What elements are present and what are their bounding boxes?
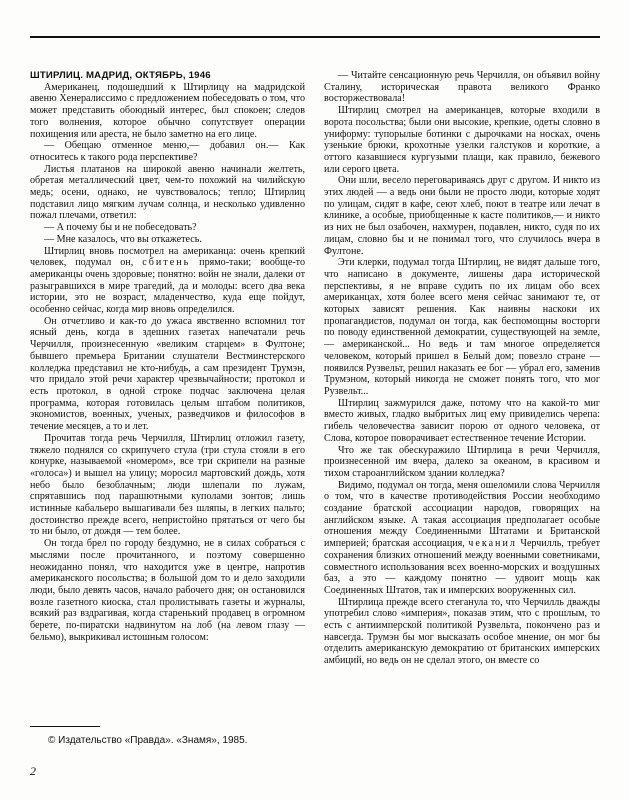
paragraph: — А почему бы и не побеседовать? (44, 222, 197, 234)
paragraph: — Обещаю отменное меню,— добавил он.— Как относитесь к такого рода перспективе? (30, 140, 305, 163)
left-column-body (30, 82, 305, 644)
paragraph: Эти клерки, подумал тогда Штирлиц, не видят дальше того, что написано в документе, лишены дара исторической перспективы, я не вправе судить по их лицам обо всех американцах, хотя более всего меня сейчас занимают те, от которых зависят решения. Как наивны наскоки их пропагандистов, подумал он тогда, как беспомощны восторги по поводу единственной демократии, существующей на земле,— американской... Но ведь и там многое определяется человеком, который пришел в Белый дом; повезло стране — появился Рузвельт, решил наказать ее бог — убрал его, заменив Трумэном, который никогда не сможет понять того, что мог Рузвельт... (324, 257, 600, 397)
paragraph: Штирлиц смотрел на американцев, которые входили в ворота посольства; были они высокие, крепкие, одеты словно в униформу: тупорылые ботинки с дырочками на носках, очень узенькие брюки, крохотные узелки галстуков и короткие, а оттого казавшиеся кургузыми плащи, как правило, бежевого или серого цвета. (324, 105, 600, 175)
paragraph: Штирлиц зажмурился даже, потому что на какой-то миг вместо живых, гладко выбритых лиц ему привиделись черепа: гибель человечества зависит порою от одного человека, от Слова, которое поворачивает естественное течение Истории. (324, 397, 600, 444)
paragraph: Видимо, подумал он тогда, меня ошеломили слова Черчилля о том, что в качестве противодействия России необходимо создание братской ассоциации народов, говорящих на английском языке. А такая ассоциация предполагает особые отношения между Соединенными Штатами и Британской империей; братская ассоциация, чеканил Черчилль, требует сохранения близких отношений между военными советниками, совместного использования всех военно-морских и воздушных баз, а это — каждому понятно — удвоит мощь как Соединенных Штатов, так и имперских вооруженных сил. (324, 479, 600, 596)
paragraph: — Читайте сенсационную речь Черчилля, он объявил войну Сталину, историческая правота великого Франко восторжествовала! (324, 70, 600, 105)
paragraph: Что же так обескуражило Штирлица в речи Черчилля, произнесенной им вчера, далеко за океаном, в красивом и тихом староанглийском здании колледжа? (324, 444, 600, 479)
paragraph: Американец, подошедший к Штирлицу на мадридской авеню Хенералиссимо с предложением побеседовать о том, что может представить обоюдный интерес, был спокоен; следов того волнения, которое обычно сопутствует операции похищения или ареста, не было заметно на его лице. (30, 81, 305, 140)
chapter-heading: ШТИРЛИЦ. МАДРИД, ОКТЯБРЬ, 1946 (30, 70, 211, 81)
paragraph: Он отчетливо и как-то до ужаса явственно вспомнил тот ясный день, когда в здешних газетах напечатали речь Черчилля, произнесенную «великим старцем» в Фултоне; бывшего премьера Британии слушатели Вестминстерского колледжа представил не кто-нибудь, а сам президент Трумэн, что придало этой речи характер чрезвычайности; протокол и есть протокол, в одной строке подчас заключена целая программа, которая готовилась целым штабом политиков, экономистов, военных, ученых, разведчиков и философов в течение месяцев, а то и лет. (30, 315, 305, 433)
paragraph: Они шли, весело переговариваясь друг с другом. И никто из этих людей — а ведь они были не просто люди, которые ходят по улицам, сидят в кафе, сеют хлеб, поют в театре или лечат в клинике, а особые, приобщенные к касте политиков,— и никто из них не был озабочен, нахмурен, подавлен, никто, судя по их лицам, словно бы и не понимал того, что случилось вчера в Фултоне. (324, 175, 600, 257)
paragraph: Штирлица прежде всего стеганула то, что Черчилль дважды употребил слово «империя», показав этим, что с прошлым, то есть с антиимперской политикой Рузвельта, покончено раз и навсегда. Трумэн бы мог высказать особое мнение, он мог бы отделить американскую демократию от британских имперских амбиций, но ведь он не сделал этого, он вместе со (324, 596, 600, 667)
right-column-body (324, 70, 600, 667)
paragraph: Прочитав тогда речь Черчилля, Штирлиц отложил газету, тяжело поднялся со скрипучего стула (три стула стояли в его конурке, называемой «номером», все три скрипели на разные «голоса») и вышел на улицу; моросил мартовский дождь, хотя небо было безоблачным; люди шлепали по лужам, спрятавшись под парашютными куполами зонтов; лишь истинные кабальеро вышагивали без шляпы, в легких пальто; достоинство прежде всего, непристойно прятаться от чего бы то ни было, от дождя — тем более. (30, 432, 305, 538)
page-number: 2 (30, 764, 36, 778)
emphasized-word: чеканил (468, 538, 517, 550)
paragraph: — Мне казалось, что вы откажетесь. (44, 233, 202, 245)
paragraph: Он тогда брел по городу бездумно, не в силах собраться с мыслями после прочитанного, и поэтому совершенно неожиданно понял, что находится уже в центре, напротив американского посольства; в большой дом то и дело заходили люди, было девять часов, начало рабочего дня; он остановился возле газетного киоска, стал пролистывать газеты и журналы, всякий раз вздрагивая, когда старенький продавец в огромном берете, по-пиратски надвинутом на лоб (на левом глазу — бельмо), выкрикивал истошным голосом: (30, 538, 305, 643)
left-column (30, 70, 305, 643)
footnote-rule (30, 726, 100, 727)
copyright-footnote: © Издательство «Правда». «Знамя», 1985. (48, 735, 248, 746)
top-rule (30, 36, 600, 38)
right-column (324, 70, 600, 667)
paragraph: Штирлиц вновь посмотрел на американца: очень крепкий человек, подумал он, сбитень прямо-таки; вообще-то американцы очень здоровые; понятно: войн не знали, далеки от разыгравшихся в мире трагедий, да и молоды: всего два века истории, это не возраст, младенчество, куда еще пойдут, особенно сейчас, когда мир вновь определился. (30, 245, 305, 316)
paragraph: Листья платанов на широкой авеню начинали желтеть, обретая металлический цвет, чем-то похожий на чилийскую медь; осени, однако, не чувствовалось; тепло; Штирлиц подставил лицо мягким лучам солнца, и несколько удивленно пожал плечами, ответил: (30, 163, 305, 222)
emphasized-word: сбитень (142, 257, 191, 269)
